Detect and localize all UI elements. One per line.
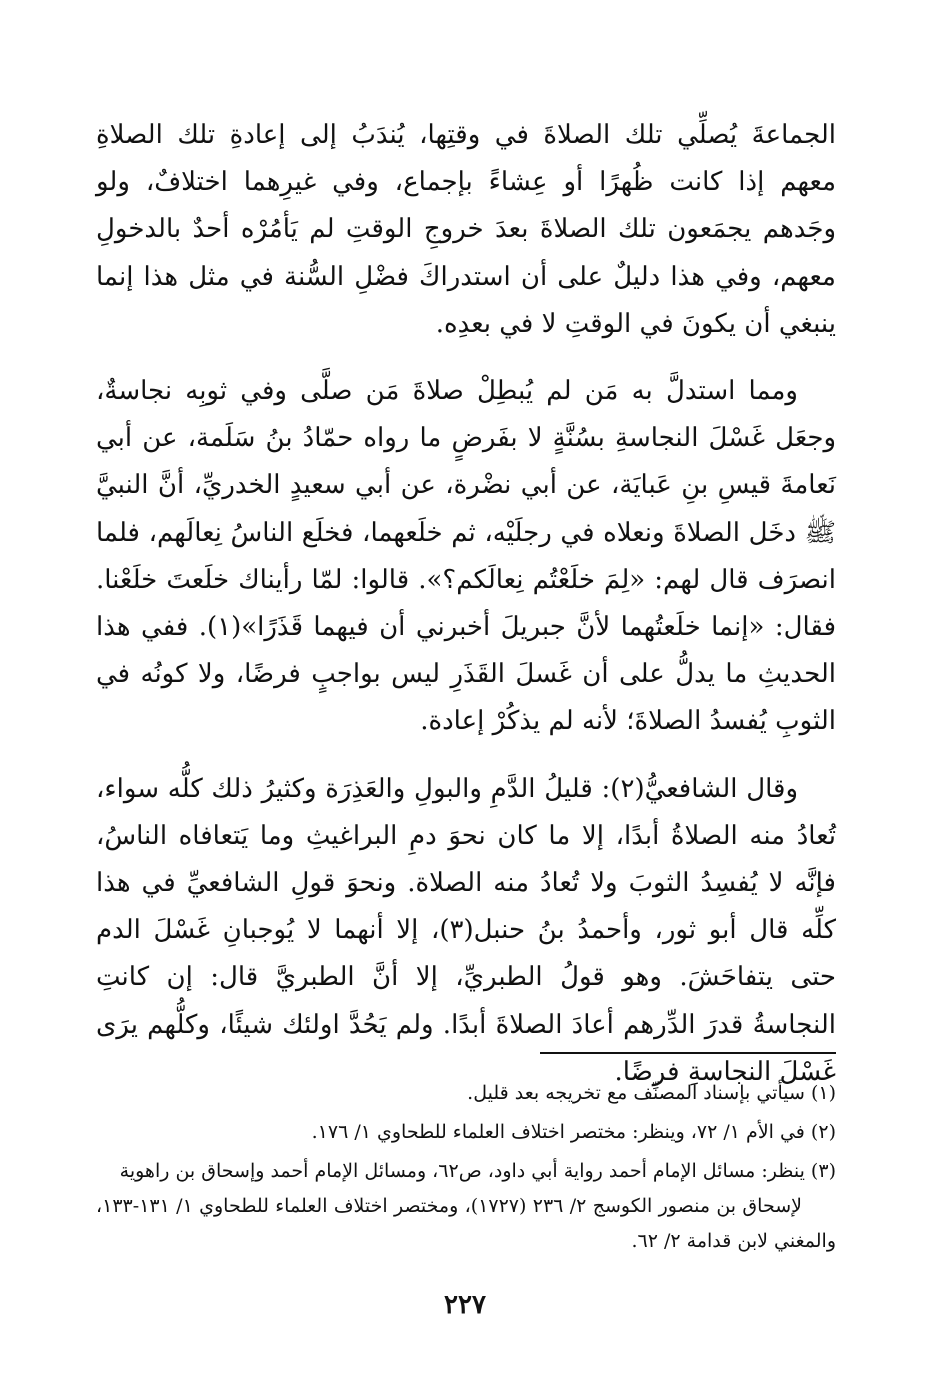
footnotes — [96, 1076, 836, 1263]
paragraph-3: وقال الشافعيُّ(٢): قليلُ الدَّمِ والبولِ والعَذِرَة وكثيرُ ذلك كلُّه سواء، تُعادُ منه الصلاةُ أبدًا، إلا ما كان نحوَ دمِ البراغيثِ وما يَتعافاه الناسُ، فإنَّه لا يُفسِدُ الثوبَ ولا تُعادُ منه الصلاة. ونحوَ قولِ الشافعيِّ في هذا كلِّه قال أبو ثور، وأحمدُ بنُ حنبل(٣)، إلا أنهما لا يُوجبانِ غَسْلَ الدم حتى يتفاحَشَ. وهو قولُ الطبريِّ، إلا أنَّ الطبريَّ قال: إن كانتِ النجاسةُ قدرَ الدِّرهم أعادَ الصلاةَ أبدًا. ولم يَحُدَّ اولئك شيئًا، وكلُّهم يرَى غَسْلَ النجاسةِ فرضًا. — [96, 773, 837, 1087]
footnote-1: (١) سيأتي بإسناد المصنِّف مع تخريجه بعد قليل. — [467, 1082, 836, 1104]
footnote-3-first-line: (٣) ينظر: مسائل الإمام أحمد رواية أبي داود، ص٦٢، ومسائل الإمام أحمد وإسحاق بن راهوية — [119, 1160, 836, 1182]
footnote-2: (٢) في الأم ١/ ٧٢، وينظر: مختصر اختلاف العلماء للطحاوي ١/ ١٧٦. — [311, 1121, 836, 1143]
main-text — [96, 112, 836, 1116]
page-number: ٢٢٧ — [444, 1290, 486, 1320]
paragraph-2: ومما استدلَّ به مَن لم يُبطِلْ صلاةَ مَن صلَّى وفي ثوبِه نجاسةٌ، وجعَل غَسْلَ النجاسةِ بسُنَّةٍ لا بفَرضٍ ما رواه حمّادُ بنُ سَلَمة، عن أبي نَعامةَ قيسِ بنِ عَبايَة، عن أبي نضْرة، عن أبي سعيدٍ الخدريِّ، أنَّ النبيَّ ﷺ دخَل الصلاةَ ونعلاه في رجلَيْه، ثم خلَعهما، فخلَع الناسُ نِعالَهم، فلما انصرَف قال لهم: «لِمَ خلَعْتُم نِعالَكم؟». قالوا: لمّا رأيناك خلَعتَ خلَعْنا. فقال: «إنما خلَعتُهما لأنَّ جبريلَ أخبرني أن فيهما قَذَرًا»(١). ففي هذا الحديثِ ما يدلُّ على أن غَسلَ القَذَرِ ليس بواجبٍ فرضًا، ولا كونُه في الثوبِ يُفسدُ الصلاةَ؛ لأنه لم يذكُرْ إعادة. — [96, 376, 836, 737]
footnote-3-continuation: لإسحاق بن منصور الكوسج ٢/ ٢٣٦ (١٧٢٧)، ومختصر اختلاف العلماء للطحاوي ١/ ١٣١-١٣٣، والمغني لابن قدامة ٢/ ٦٢. — [96, 1195, 836, 1252]
footnote-separator — [540, 1052, 836, 1054]
footnote-3 — [96, 1154, 836, 1259]
paragraph-1: الجماعةَ يُصلِّي تلك الصلاةَ في وقتِها، يُندَبُ إلى إعادةِ تلك الصلاةِ معهم إذا كانت ظُهرًا أو عِشاءً بإجماع، وفي غيرِهما اختلافٌ، ولو وجَدهم يجمَعون تلك الصلاةَ بعدَ خروجِ الوقتِ لم يَأمُرْه أحدٌ بالدخولِ معهم، وفي هذا دليلٌ على أن استدراكَ فضْلِ السُّنة في مثل هذا إنما ينبغي أن يكونَ في الوقتِ لا في بعدِه. — [96, 120, 837, 339]
